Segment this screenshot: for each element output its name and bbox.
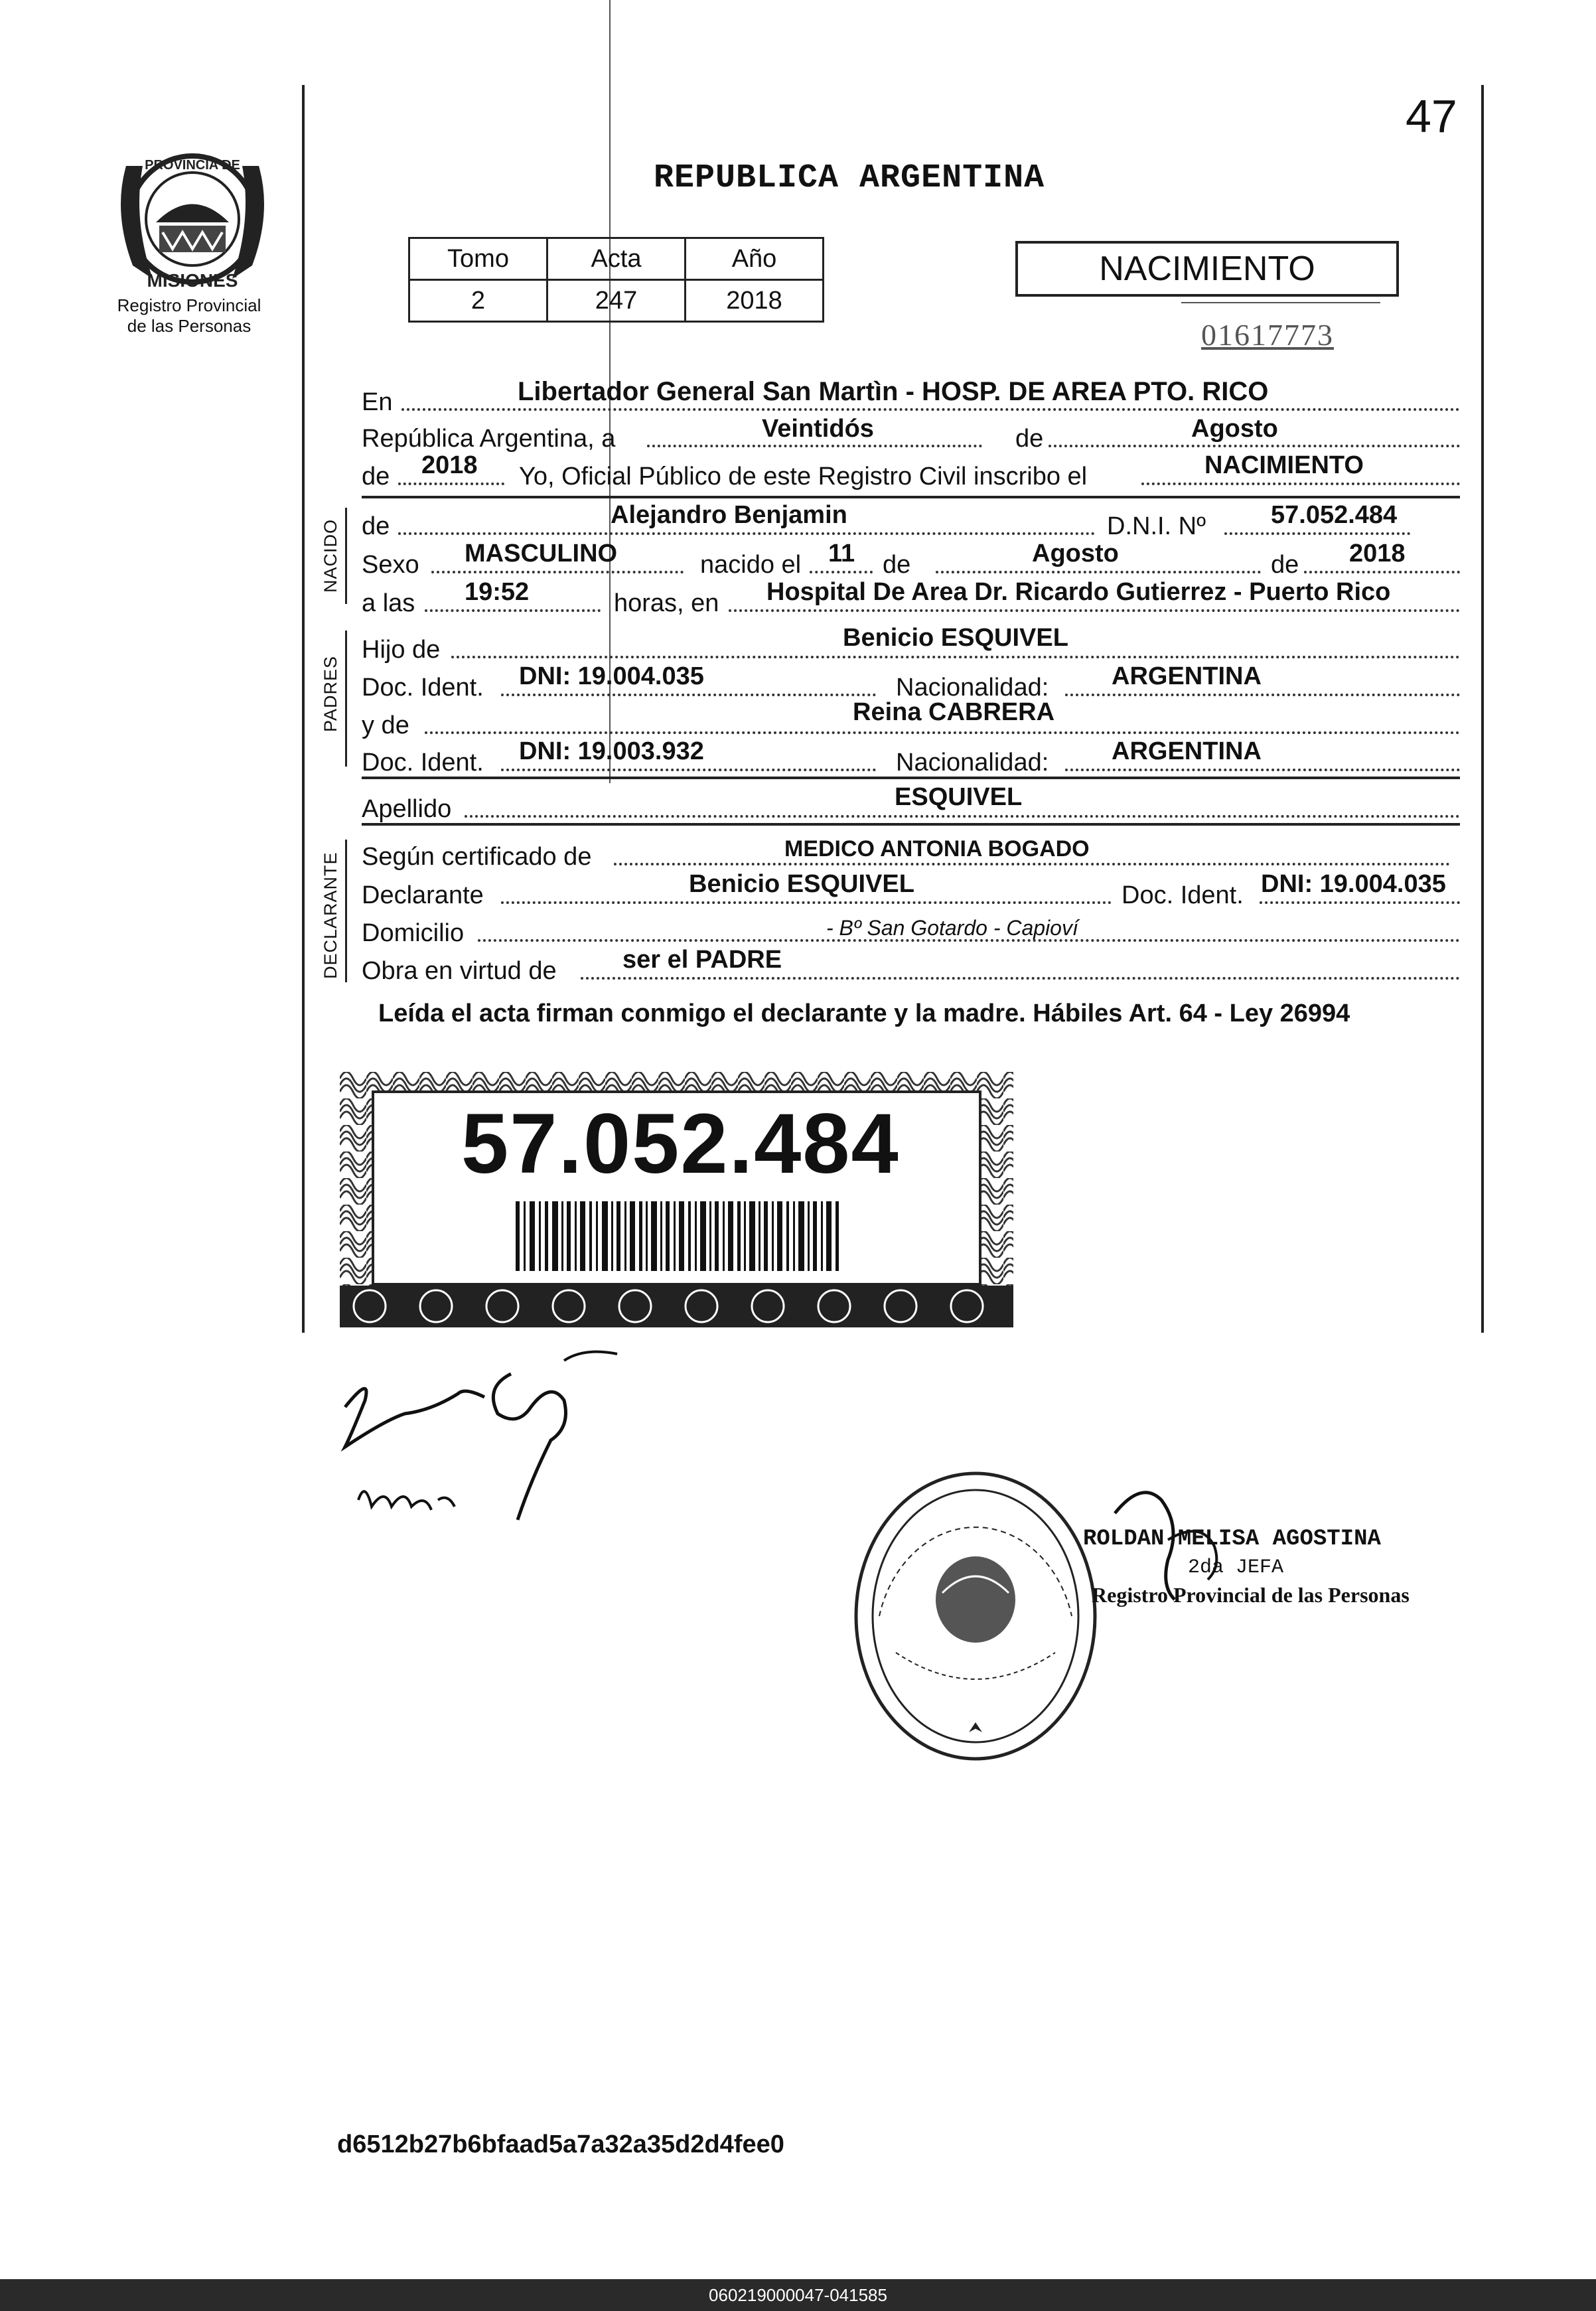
mother-name: Reina CABRERA	[853, 698, 1055, 726]
father-nationality: ARGENTINA	[1112, 662, 1262, 690]
logo-caption	[86, 295, 292, 336]
place-value: Libertador General San Martìn - HOSP. DE AREA PTO. RICO	[518, 377, 1269, 406]
year-dots	[398, 483, 504, 485]
mother-doc: DNI: 19.003.932	[519, 737, 704, 765]
virtue-dots	[581, 977, 1460, 980]
act-type: NACIMIENTO	[1204, 451, 1364, 479]
official-name: ROLDAN MELISA AGOSTINA	[1083, 1527, 1381, 1552]
time-label: a las	[362, 589, 415, 617]
certificate-issuer: MEDICO ANTONIA BOGADO	[784, 836, 1090, 861]
certificate-label: Según certificado de	[362, 843, 592, 871]
declarant-doc-label: Doc. Ident.	[1122, 881, 1244, 909]
country-label: República Argentina, a	[362, 425, 616, 453]
province-seal-logo	[106, 139, 279, 299]
birth-day: 11	[828, 540, 855, 567]
mother-nat-dots	[1065, 769, 1460, 771]
declarant-dots	[501, 901, 1112, 904]
tomo-value: 2	[409, 280, 547, 322]
dni-dots	[1224, 532, 1410, 535]
declarant-signature	[332, 1347, 644, 1540]
declarant-name: Benicio ESQUIVEL	[689, 870, 914, 898]
registration-month: Agosto	[1191, 415, 1278, 443]
day-dots	[647, 445, 982, 447]
birth-de-label: de	[883, 551, 911, 579]
official-role: 2da JEFA	[1188, 1556, 1284, 1579]
child-name: Alejandro Benjamin	[611, 501, 847, 529]
declarant-address: - Bº San Gotardo - Capioví	[826, 916, 1078, 940]
child-dni: 57.052.484	[1271, 501, 1398, 529]
declarant-virtue: ser el PADRE	[622, 946, 782, 974]
acta-header: Acta	[547, 238, 686, 280]
father-doc-dots	[501, 694, 876, 696]
document-title: REPUBLICA ARGENTINA	[654, 159, 1045, 197]
born-side-label: NACIDO	[321, 518, 340, 593]
declarant-side-label: DECLARANTE	[321, 852, 340, 979]
declarant-label: Declarante	[362, 881, 484, 909]
birth-place: Hospital De Area Dr. Ricardo Gutierrez - Puerto Rico	[766, 578, 1391, 606]
section-divider-3	[362, 823, 1460, 826]
parents-side-label: PADRES	[321, 655, 340, 732]
certificate-dots	[614, 863, 1450, 865]
declarant-doc: DNI: 19.004.035	[1261, 870, 1446, 898]
virtue-label: Obra en virtud de	[362, 957, 557, 985]
hours-label: horas, en	[614, 589, 719, 617]
section-divider-2	[362, 777, 1460, 779]
footer-code: 060219000047-041585	[0, 2279, 1596, 2311]
father-doc: DNI: 19.004.035	[519, 662, 704, 690]
sex-label: Sexo	[362, 551, 419, 579]
surname-dots	[465, 815, 1460, 818]
closing-note: Leída el acta firman conmigo el declarante y la madre. Hábiles Art. 64 - Ley 26994	[378, 1000, 1350, 1027]
ano-value: 2018	[686, 280, 824, 322]
record-type-box: NACIMIENTO	[1015, 241, 1399, 297]
right-margin-line	[1481, 85, 1484, 1333]
birth-day-dots	[810, 571, 873, 573]
month-dots	[1049, 445, 1460, 447]
and-of-label: y de	[362, 711, 409, 739]
year-de-label: de	[362, 463, 390, 490]
act-dots	[1141, 483, 1460, 485]
record-type-underline	[1181, 302, 1380, 303]
declarant-section-bracket	[345, 840, 347, 982]
born-de-label: de	[362, 512, 390, 540]
birth-de3-label: de	[1271, 551, 1299, 579]
birth-year: 2018	[1349, 540, 1406, 567]
birth-time: 19:52	[465, 578, 530, 606]
logo-caption-line2: de las Personas	[127, 316, 252, 336]
address-label: Domicilio	[362, 919, 465, 947]
section-divider-1	[362, 496, 1460, 498]
page-number: 47	[1406, 90, 1457, 142]
father-nat-dots	[1065, 694, 1460, 696]
mother-doc-label: Doc. Ident.	[362, 749, 484, 777]
birth-month: Agosto	[1032, 540, 1119, 567]
registration-day: Veintidós	[762, 415, 874, 443]
child-sex: MASCULINO	[465, 540, 618, 567]
acta-value: 247	[547, 280, 686, 322]
mother-doc-dots	[501, 769, 876, 771]
barcode-number: 57.052.484	[461, 1096, 900, 1191]
serial-number: 01617773	[1201, 318, 1334, 352]
father-name: Benicio ESQUIVEL	[843, 624, 1068, 652]
logo-caption-line1: Registro Provincial	[117, 295, 261, 315]
date-de-label: de	[1015, 425, 1044, 453]
tomo-header: Tomo	[409, 238, 547, 280]
svg-text:PROVINCIA DE: PROVINCIA DE	[145, 158, 240, 173]
svg-text:MISIONES: MISIONES	[147, 270, 238, 291]
surname-label: Apellido	[362, 795, 452, 823]
registration-year: 2018	[421, 451, 478, 479]
official-stamp	[849, 1467, 1102, 1765]
mother-nat-label: Nacionalidad:	[896, 749, 1049, 777]
father-dots	[451, 656, 1460, 658]
left-margin-line	[302, 85, 305, 1333]
mother-dots	[425, 731, 1460, 734]
father-nat-label: Nacionalidad:	[896, 674, 1049, 702]
parents-section-bracket	[345, 631, 347, 767]
birth-place-dots	[729, 609, 1460, 612]
born-on-label: nacido el	[700, 551, 802, 579]
dni-label: D.N.I. Nº	[1107, 512, 1206, 540]
official-text: Yo, Oficial Público de este Registro Civil inscribo el	[519, 463, 1088, 490]
official-registry: Registro Provincial de las Personas	[1092, 1583, 1410, 1607]
father-doc-label: Doc. Ident.	[362, 674, 484, 702]
son-of-label: Hijo de	[362, 636, 441, 664]
born-section-bracket	[345, 508, 347, 604]
tomo-acta-table	[408, 237, 824, 323]
time-dots	[425, 609, 601, 612]
document-hash: d6512b27b6bfaad5a7a32a35d2d4fee0	[337, 2130, 784, 2158]
birth-month-dots	[936, 571, 1261, 573]
birth-year-dots	[1304, 571, 1460, 573]
place-dots	[401, 408, 1460, 411]
sex-dots	[431, 571, 684, 573]
child-surname: ESQUIVEL	[895, 783, 1023, 811]
name-dots	[398, 532, 1095, 535]
declarant-doc-dots	[1260, 901, 1460, 904]
mother-nationality: ARGENTINA	[1112, 737, 1262, 765]
place-label: En	[362, 388, 393, 416]
ano-header: Año	[686, 238, 824, 280]
